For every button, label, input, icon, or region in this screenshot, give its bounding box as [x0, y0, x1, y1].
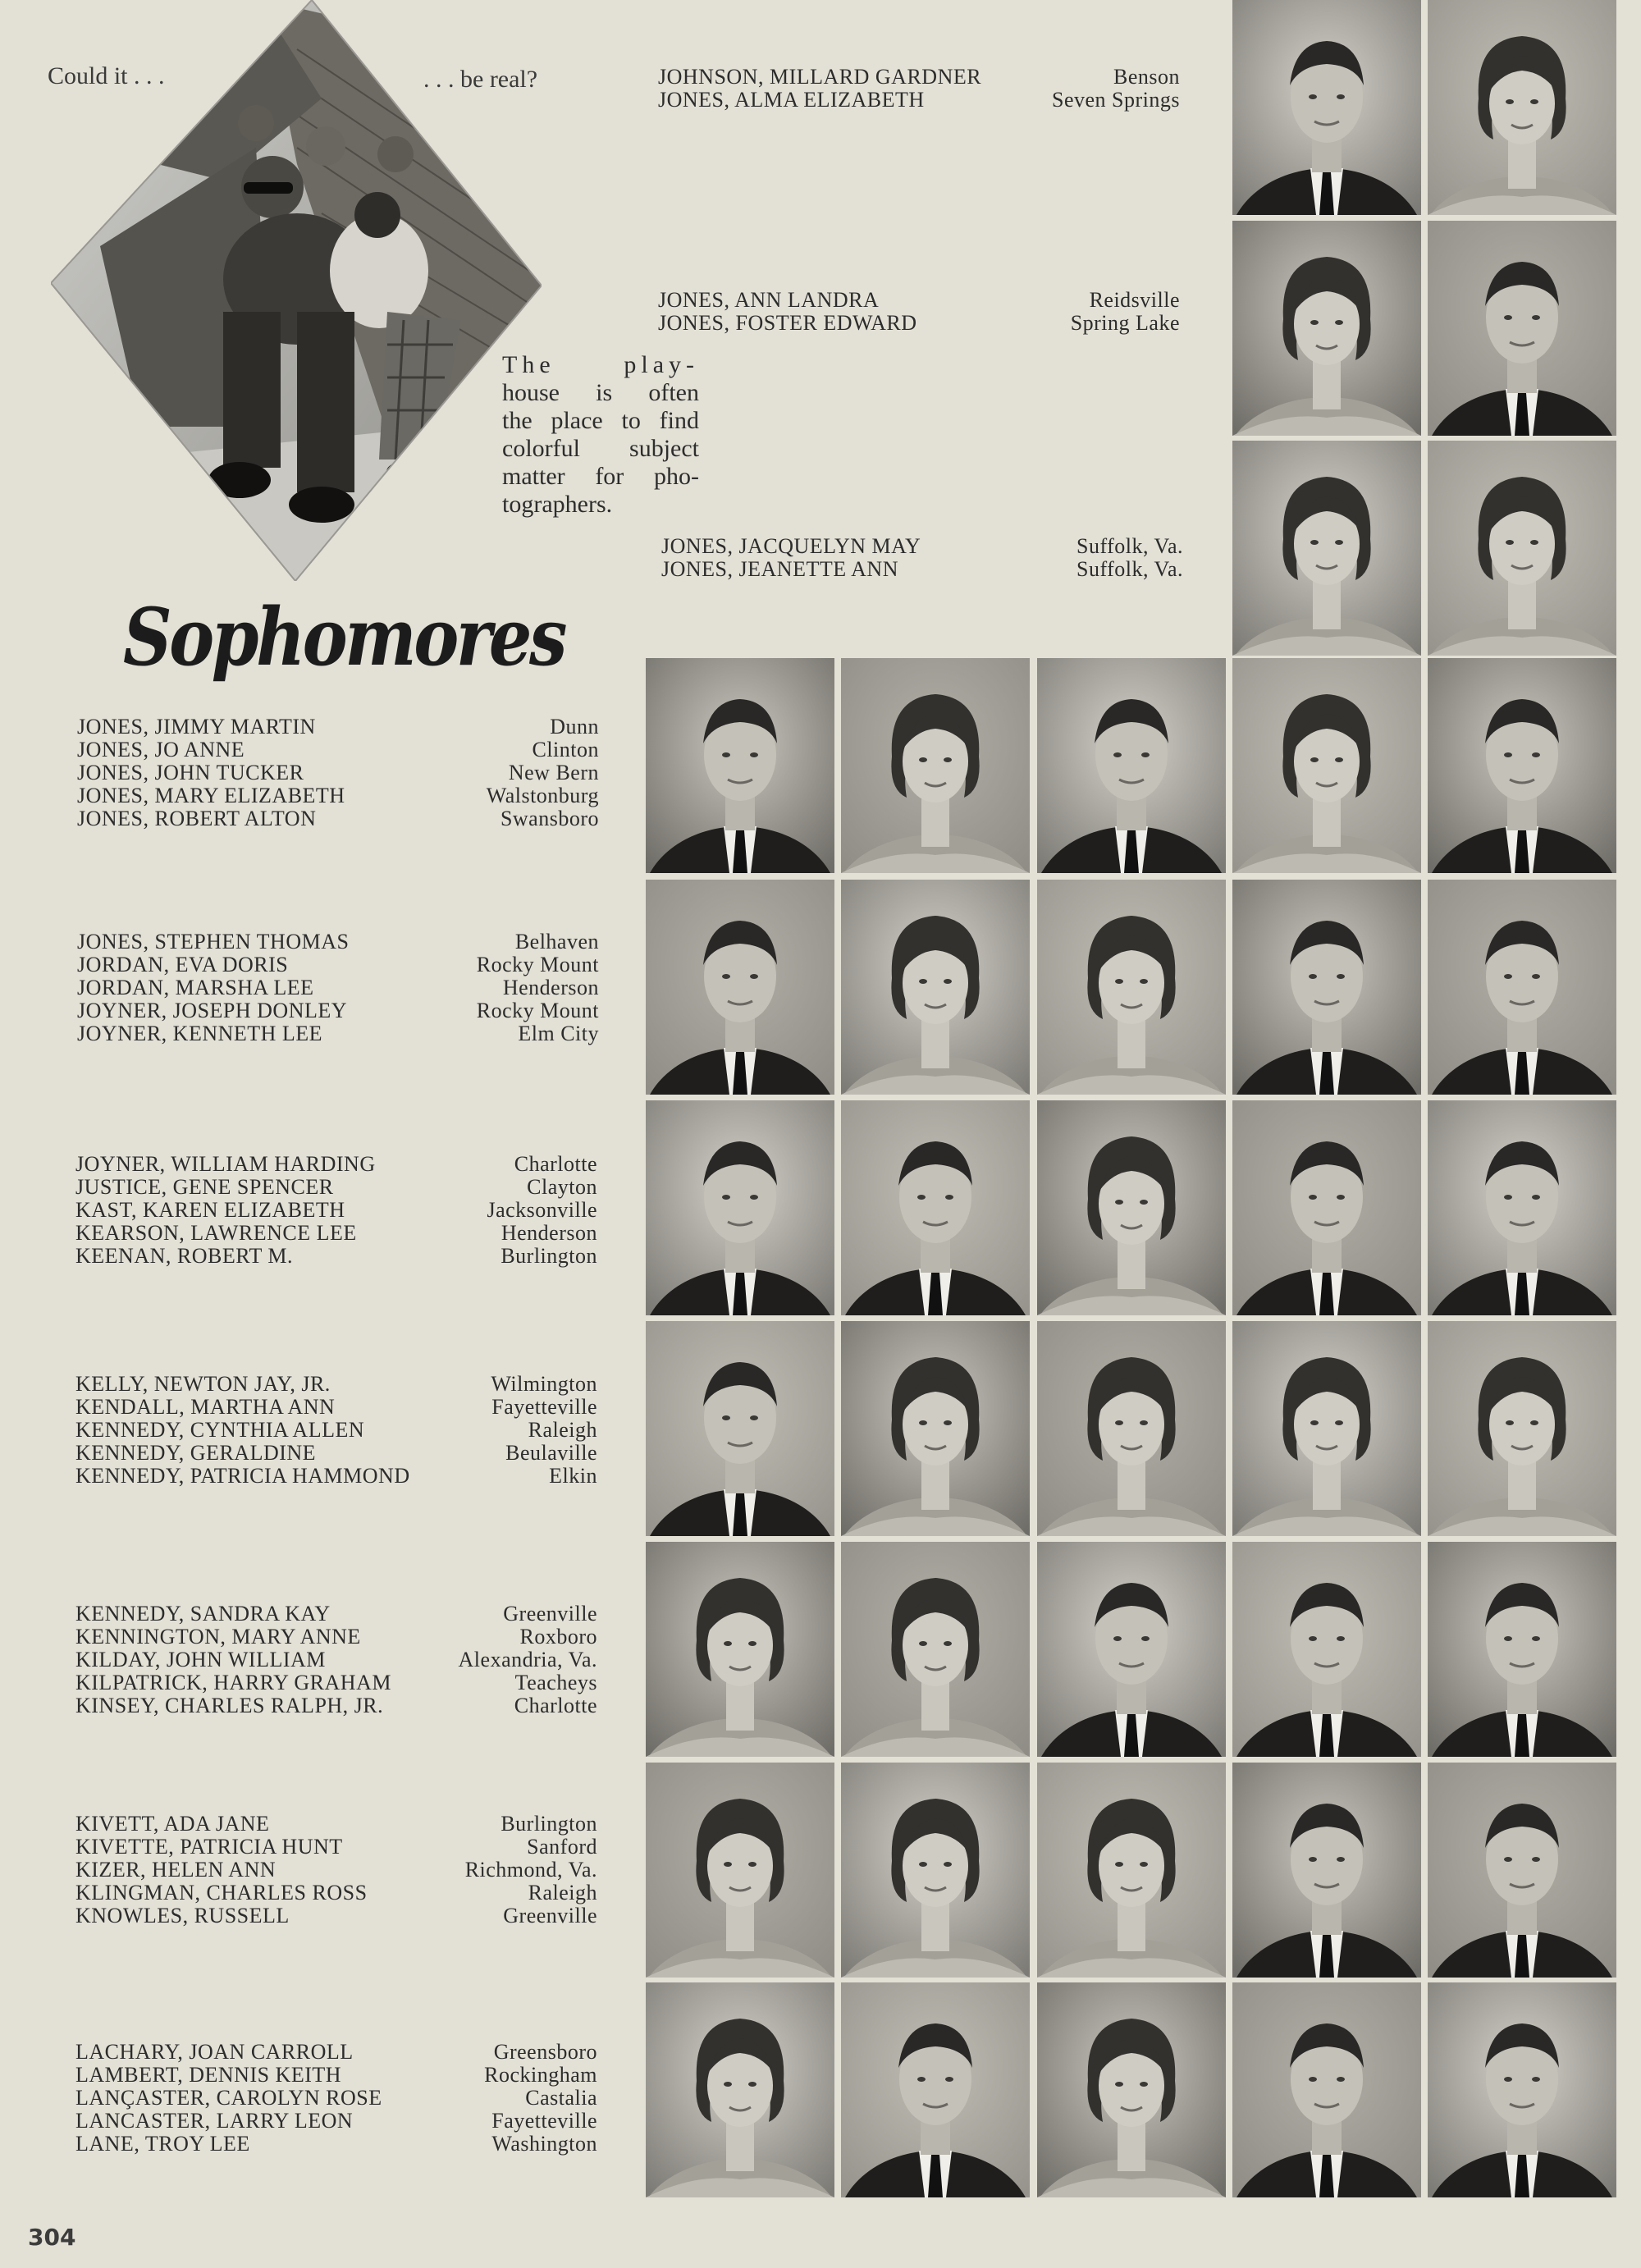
student-hometown: Teacheys: [514, 1671, 597, 1694]
name-block: [658, 66, 1180, 112]
student-hometown: Castalia: [525, 2086, 597, 2110]
photo-caption-line: house is often: [502, 379, 699, 406]
student-row: [75, 1222, 597, 1245]
student-name: KEARSON, LAWRENCE LEE: [75, 1221, 357, 1245]
student-hometown: Rocky Mount: [476, 999, 599, 1022]
student-name: KENDALL, MARTHA ANN: [75, 1395, 336, 1419]
student-portrait: [1232, 1763, 1421, 1978]
student-name: JORDAN, EVA DORIS: [77, 953, 289, 976]
student-name: KIZER, HELEN ANN: [75, 1858, 277, 1882]
student-portrait: [1037, 1321, 1226, 1536]
student-name: KENNEDY, PATRICIA HAMMOND: [75, 1464, 410, 1488]
student-row: [77, 738, 599, 761]
name-block: [77, 931, 599, 1045]
student-portrait: [1037, 1100, 1226, 1315]
student-row: [75, 1245, 597, 1268]
playhouse-group-photo: [51, 0, 542, 581]
student-row: [661, 535, 1183, 558]
student-portrait: [1428, 1321, 1616, 1536]
student-row: [75, 1176, 597, 1199]
student-portrait: [1232, 1542, 1421, 1757]
student-portrait: [646, 1321, 834, 1536]
student-row: [75, 1465, 597, 1488]
student-row: [77, 999, 599, 1022]
name-block: [75, 1373, 597, 1488]
student-row: [658, 312, 1180, 335]
student-portrait: [1428, 1542, 1616, 1757]
student-name: JOYNER, KENNETH LEE: [77, 1022, 323, 1045]
student-name: JONES, JACQUELYN MAY: [661, 534, 921, 558]
student-portrait: [1428, 1100, 1616, 1315]
student-hometown: Burlington: [501, 1244, 597, 1268]
student-name: KEENAN, ROBERT M.: [75, 1244, 294, 1268]
student-row: [75, 1373, 597, 1396]
student-hometown: Belhaven: [514, 930, 599, 953]
student-name: JONES, JIMMY MARTIN: [77, 715, 316, 738]
student-hometown: Washington: [491, 2132, 597, 2156]
student-hometown: Benson: [1113, 65, 1180, 89]
student-portrait: [1232, 221, 1421, 436]
student-portrait: [1428, 880, 1616, 1095]
student-name: JONES, MARY ELIZABETH: [77, 784, 345, 807]
student-name: KNOWLES, RUSSELL: [75, 1904, 290, 1927]
student-portrait: [1037, 1982, 1226, 2197]
name-block: [77, 716, 599, 830]
student-portrait: [1037, 1542, 1226, 1757]
student-row: [75, 1419, 597, 1442]
student-name: JONES, JO ANNE: [77, 738, 245, 761]
student-hometown: Greenville: [503, 1602, 597, 1626]
student-hometown: Suffolk, Va.: [1076, 557, 1183, 581]
student-hometown: Rockingham: [484, 2063, 597, 2087]
student-name: JONES, FOSTER EDWARD: [658, 311, 917, 335]
student-row: [658, 289, 1180, 312]
student-name: LANCASTER, LARRY LEON: [75, 2109, 354, 2133]
name-block: [75, 1603, 597, 1717]
student-name: LANÇASTER, CAROLYN ROSE: [75, 2086, 382, 2110]
student-name: KENNINGTON, MARY ANNE: [75, 1625, 361, 1648]
student-row: [75, 1813, 597, 1836]
student-name: KENNEDY, GERALDINE: [75, 1441, 317, 1465]
student-hometown: Sanford: [527, 1835, 597, 1859]
student-row: [75, 1836, 597, 1859]
student-row: [75, 1603, 597, 1626]
student-portrait: [1232, 1982, 1421, 2197]
student-row: [75, 2087, 597, 2110]
student-hometown: Jacksonville: [487, 1198, 597, 1222]
student-name: LANE, TROY LEE: [75, 2132, 250, 2156]
student-name: LAMBERT, DENNIS KEITH: [75, 2063, 342, 2087]
student-hometown: Elm City: [518, 1022, 599, 1045]
student-portrait: [1428, 1982, 1616, 2197]
student-name: JONES, JEANETTE ANN: [661, 557, 898, 581]
student-row: [75, 1442, 597, 1465]
student-row: [75, 1904, 597, 1927]
student-portrait: [841, 1542, 1030, 1757]
student-hometown: Suffolk, Va.: [1076, 534, 1183, 558]
caption-could-it: Could it . . .: [48, 62, 165, 89]
student-hometown: Spring Lake: [1070, 311, 1180, 335]
student-row: [75, 1626, 597, 1648]
student-hometown: Greensboro: [493, 2040, 597, 2064]
student-hometown: Reidsville: [1089, 288, 1180, 312]
caption-be-real: . . . be real?: [423, 66, 538, 93]
student-row: [75, 1882, 597, 1904]
student-portrait: [1037, 1763, 1226, 1978]
student-name: JONES, JOHN TUCKER: [77, 761, 304, 784]
student-name: KIVETTE, PATRICIA HUNT: [75, 1835, 343, 1859]
student-name: KINSEY, CHARLES RALPH, JR.: [75, 1694, 384, 1717]
student-portrait: [646, 1982, 834, 2197]
student-row: [75, 2110, 597, 2133]
student-hometown: Rocky Mount: [476, 953, 599, 976]
student-portrait: [841, 1100, 1030, 1315]
student-portrait: [1232, 880, 1421, 1095]
student-name: KENNEDY, SANDRA KAY: [75, 1602, 331, 1626]
student-name: JONES, ALMA ELIZABETH: [658, 88, 925, 112]
student-row: [77, 784, 599, 807]
student-portrait: [841, 880, 1030, 1095]
student-portrait: [1428, 1763, 1616, 1978]
student-portrait: [1037, 658, 1226, 873]
student-portrait: [1428, 221, 1616, 436]
student-hometown: Burlington: [501, 1812, 597, 1836]
student-portrait: [841, 1321, 1030, 1536]
student-portrait: [646, 880, 834, 1095]
student-portrait: [1232, 0, 1421, 215]
student-portrait: [646, 1542, 834, 1757]
student-hometown: Fayetteville: [491, 2109, 597, 2133]
student-portrait: [841, 1763, 1030, 1978]
student-hometown: Dunn: [550, 715, 599, 738]
name-block: [661, 535, 1183, 581]
student-row: [658, 66, 1180, 89]
student-name: KILPATRICK, HARRY GRAHAM: [75, 1671, 391, 1694]
photo-caption-line: matter for pho-: [502, 463, 699, 490]
name-block: [75, 1813, 597, 1927]
student-row: [75, 1671, 597, 1694]
student-hometown: Clayton: [527, 1175, 597, 1199]
student-portrait: [1428, 658, 1616, 873]
student-hometown: Wilmington: [491, 1372, 597, 1396]
name-block: [75, 1153, 597, 1268]
section-title: Sophomores: [123, 591, 565, 684]
student-hometown: Henderson: [502, 976, 599, 999]
photo-caption: [502, 351, 699, 519]
student-portrait: [1428, 0, 1616, 215]
student-name: KILDAY, JOHN WILLIAM: [75, 1648, 326, 1671]
student-hometown: New Bern: [508, 761, 599, 784]
student-row: [77, 807, 599, 830]
student-name: JONES, ROBERT ALTON: [77, 807, 317, 830]
student-name: JONES, STEPHEN THOMAS: [77, 930, 350, 953]
student-name: JOYNER, JOSEPH DONLEY: [77, 999, 348, 1022]
student-row: [75, 1694, 597, 1717]
student-name: LACHARY, JOAN CARROLL: [75, 2040, 354, 2064]
name-block: [75, 2041, 597, 2156]
page-number: 304: [28, 2224, 76, 2251]
photo-caption-line: the place to find: [502, 407, 699, 434]
student-row: [77, 716, 599, 738]
student-name: JOHNSON, MILLARD GARDNER: [658, 65, 982, 89]
student-hometown: Henderson: [501, 1221, 597, 1245]
student-row: [75, 2133, 597, 2156]
student-hometown: Beulaville: [505, 1441, 597, 1465]
student-portrait: [1232, 441, 1421, 656]
student-portrait: [1428, 441, 1616, 656]
student-hometown: Raleigh: [528, 1881, 597, 1904]
student-row: [75, 1199, 597, 1222]
student-row: [661, 558, 1183, 581]
student-portrait: [1037, 880, 1226, 1095]
student-hometown: Swansboro: [500, 807, 599, 830]
student-hometown: Walstonburg: [486, 784, 599, 807]
student-portrait: [646, 658, 834, 873]
student-portrait: [646, 1100, 834, 1315]
student-portrait: [1232, 1321, 1421, 1536]
student-portrait: [1232, 658, 1421, 873]
student-portrait: [646, 1763, 834, 1978]
photo-caption-line: tographers.: [502, 491, 613, 518]
student-hometown: Charlotte: [514, 1694, 597, 1717]
student-row: [75, 1396, 597, 1419]
student-row: [77, 1022, 599, 1045]
student-name: JORDAN, MARSHA LEE: [77, 976, 314, 999]
student-name: JONES, ANN LANDRA: [658, 288, 880, 312]
student-name: KELLY, NEWTON JAY, JR.: [75, 1372, 331, 1396]
student-name: KIVETT, ADA JANE: [75, 1812, 270, 1836]
student-hometown: Fayetteville: [491, 1395, 597, 1419]
student-row: [77, 931, 599, 953]
student-hometown: Richmond, Va.: [464, 1858, 597, 1882]
photo-caption-line: colorful subject: [502, 435, 699, 462]
student-row: [75, 1648, 597, 1671]
student-hometown: Charlotte: [514, 1152, 597, 1176]
student-row: [77, 761, 599, 784]
student-row: [75, 1153, 597, 1176]
student-name: KENNEDY, CYNTHIA ALLEN: [75, 1418, 365, 1442]
student-hometown: Clinton: [532, 738, 599, 761]
student-row: [75, 2041, 597, 2064]
student-portrait: [1232, 1100, 1421, 1315]
student-row: [75, 1859, 597, 1882]
student-name: KAST, KAREN ELIZABETH: [75, 1198, 345, 1222]
photo-caption-line: The play-: [502, 351, 699, 378]
student-hometown: Raleigh: [528, 1418, 597, 1442]
student-row: [75, 2064, 597, 2087]
student-row: [77, 953, 599, 976]
student-portrait: [841, 1982, 1030, 2197]
student-hometown: Greenville: [503, 1904, 597, 1927]
student-name: JUSTICE, GENE SPENCER: [75, 1175, 334, 1199]
student-portrait: [841, 658, 1030, 873]
student-hometown: Elkin: [549, 1464, 597, 1488]
student-name: KLINGMAN, CHARLES ROSS: [75, 1881, 368, 1904]
student-row: [77, 976, 599, 999]
student-hometown: Alexandria, Va.: [458, 1648, 597, 1671]
student-row: [658, 89, 1180, 112]
student-hometown: Seven Springs: [1052, 88, 1180, 112]
student-name: JOYNER, WILLIAM HARDING: [75, 1152, 376, 1176]
name-block: [658, 289, 1180, 335]
student-hometown: Roxboro: [519, 1625, 597, 1648]
